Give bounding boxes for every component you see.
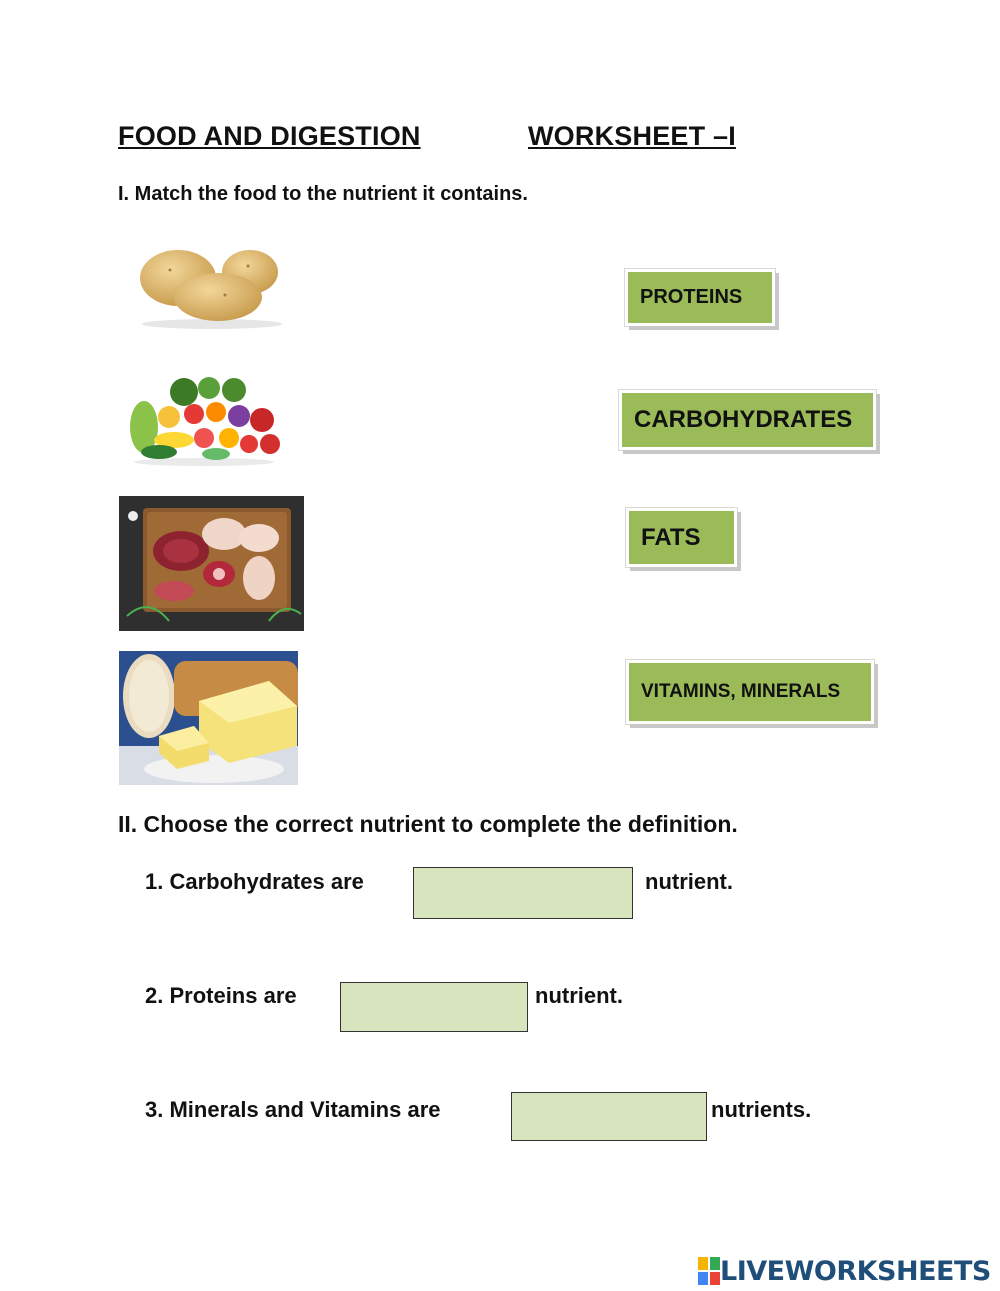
answer-box-3[interactable] bbox=[511, 1092, 707, 1141]
question-3-suffix: nutrients. bbox=[711, 1097, 812, 1122]
nutrient-vitamins-minerals[interactable]: VITAMINS, MINERALS bbox=[626, 660, 874, 724]
worksheet-title: FOOD AND DIGESTION bbox=[118, 121, 421, 151]
liveworksheets-logo-icon bbox=[698, 1257, 720, 1285]
potatoes-image bbox=[130, 240, 290, 330]
question-2-suffix: nutrient. bbox=[535, 983, 623, 1008]
nutrient-proteins[interactable]: PROTEINS bbox=[625, 269, 775, 326]
liveworksheets-logo bbox=[698, 1254, 991, 1288]
question-3-prefix: 3. Minerals and Vitamins are bbox=[145, 1097, 441, 1122]
question-1-suffix: nutrient. bbox=[645, 869, 733, 894]
liveworksheets-logo-text: LIVEWORKSHEETS bbox=[720, 1255, 991, 1287]
fruits-vegetables-image bbox=[124, 372, 284, 467]
section1-instruction: I. Match the food to the nutrient it contains. bbox=[118, 183, 528, 205]
worksheet-subtitle: WORKSHEET –I bbox=[528, 121, 736, 151]
meat-image bbox=[119, 496, 304, 631]
nutrient-fats[interactable]: FATS bbox=[626, 508, 737, 567]
section2-instruction: II. Choose the correct nutrient to complete the definition. bbox=[118, 811, 738, 837]
answer-box-2[interactable] bbox=[340, 982, 528, 1032]
bread-butter-image bbox=[119, 651, 298, 785]
answer-box-1[interactable] bbox=[413, 867, 633, 919]
question-1-prefix: 1. Carbohydrates are bbox=[145, 869, 364, 894]
question-2-prefix: 2. Proteins are bbox=[145, 983, 297, 1008]
nutrient-carbohydrates[interactable]: CARBOHYDRATES bbox=[619, 390, 876, 450]
